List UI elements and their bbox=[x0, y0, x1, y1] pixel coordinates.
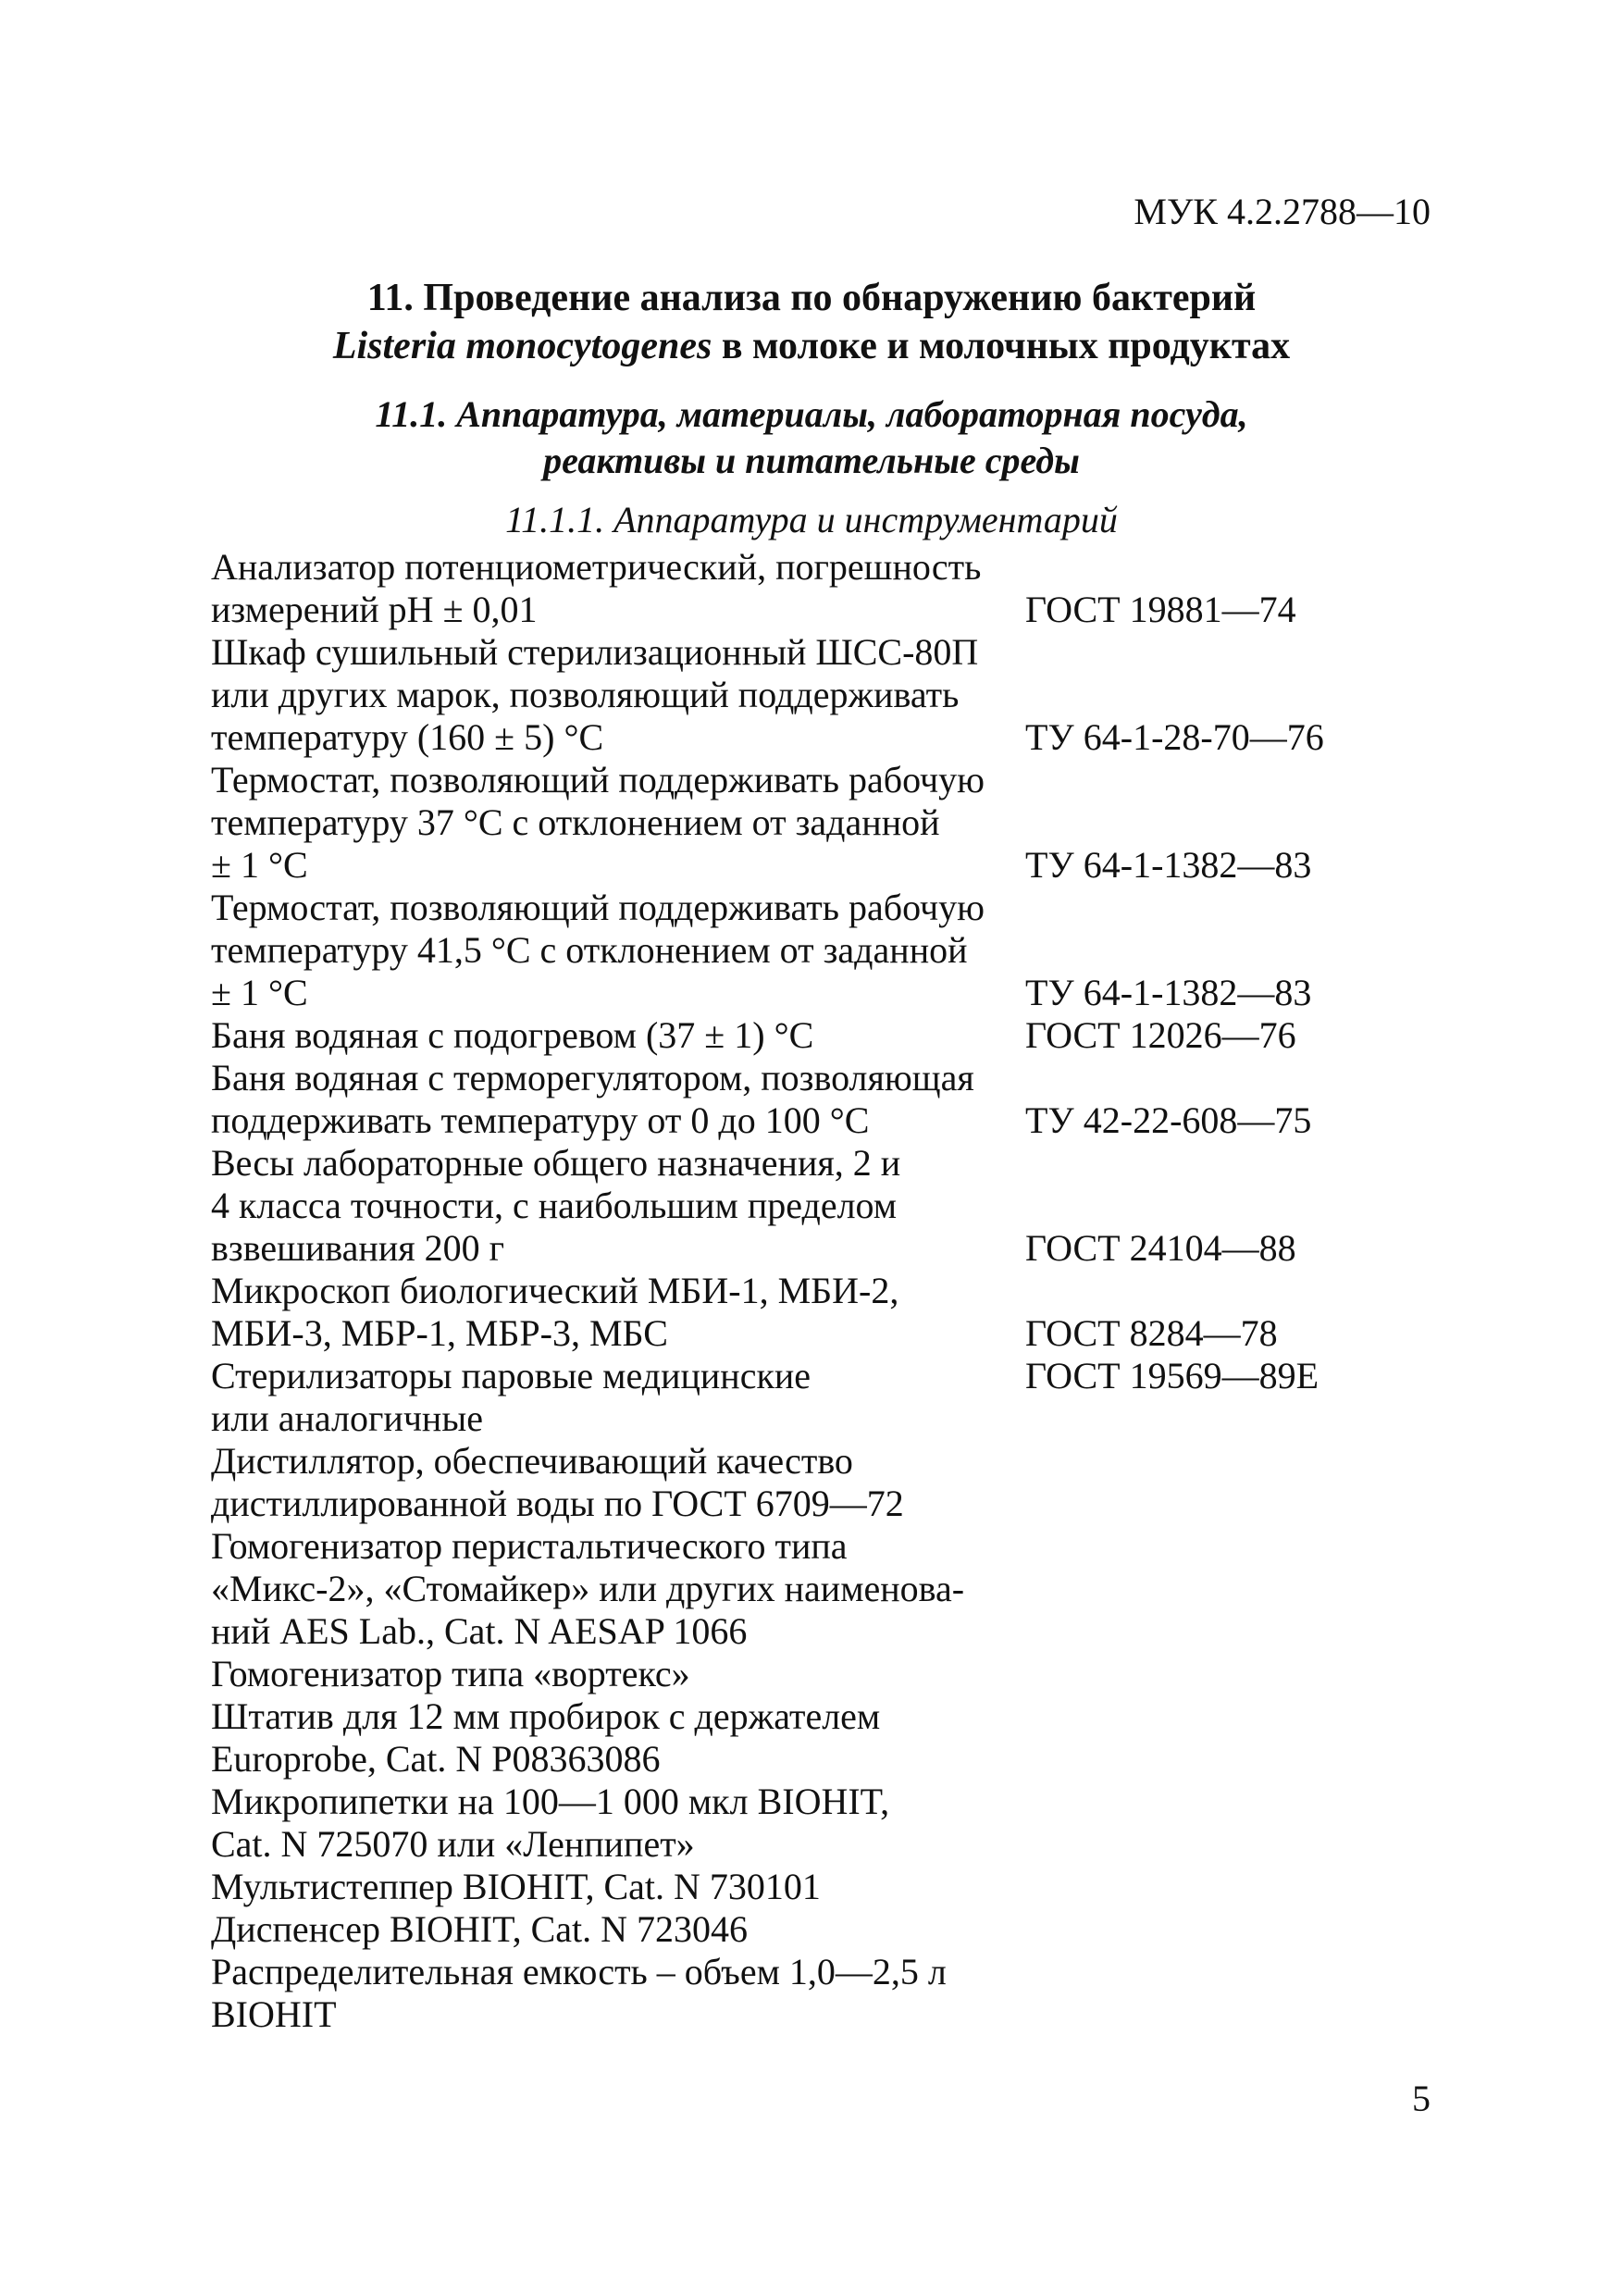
equipment-item-name bbox=[211, 546, 1025, 631]
equipment-item-line: Шкаф сушильный стерилизационный ШСС-80П bbox=[211, 631, 979, 673]
equipment-item-line: Термостат, позволяющий поддерживать рабочую bbox=[211, 887, 985, 928]
equipment-item-standard: ГОСТ 19569—89Е bbox=[1025, 1355, 1319, 1396]
equipment-item bbox=[211, 1057, 1451, 1142]
equipment-item-line: ± 1 °С bbox=[211, 972, 308, 1013]
equipment-item bbox=[211, 1695, 1451, 1781]
equipment-item-line: температуру 41,5 °С с отклонением от заданной bbox=[211, 929, 968, 971]
equipment-item-line: Cat. N 725070 или «Ленпипет» bbox=[211, 1823, 695, 1865]
equipment-item-standard: ТУ 64-1-1382—83 bbox=[1025, 972, 1312, 1013]
page-number: 5 bbox=[1412, 2078, 1431, 2119]
equipment-item-line: Микропипетки на 100—1 000 мкл BIOHIT, bbox=[211, 1781, 890, 1822]
equipment-item-standard: ТУ 42-22-608—75 bbox=[1025, 1099, 1312, 1141]
equipment-item-line: Микроскоп биологический МБИ-1, МБИ-2, bbox=[211, 1270, 899, 1311]
equipment-item-line: Гомогенизатор перистальтического типа bbox=[211, 1525, 848, 1567]
equipment-item-line: Анализатор потенциометрический, погрешность bbox=[211, 546, 982, 588]
equipment-item-line: Europrobe, Cat. N P08363086 bbox=[211, 1738, 661, 1780]
equipment-item-line: Гомогенизатор типа «вортекс» bbox=[211, 1653, 690, 1694]
equipment-item-name bbox=[211, 1908, 1025, 1951]
equipment-item-standard: ГОСТ 19881—74 bbox=[1025, 589, 1296, 630]
section-title-line-2-rest: в молоке и молочных продуктах bbox=[712, 325, 1291, 367]
equipment-item bbox=[211, 1142, 1451, 1270]
equipment-item-standard: ТУ 64-1-28-70—76 bbox=[1025, 716, 1324, 758]
equipment-item-line: взвешивания 200 г bbox=[211, 1227, 505, 1269]
equipment-item-name bbox=[211, 1057, 1025, 1142]
subsection-title-line-1: 11.1. Аппаратура, материалы, лабораторная посуда, bbox=[375, 393, 1248, 435]
equipment-item-name bbox=[211, 1142, 1025, 1270]
equipment-item-standard: ГОСТ 24104—88 bbox=[1025, 1227, 1296, 1269]
equipment-item bbox=[211, 1014, 1451, 1057]
equipment-item-standard: ТУ 64-1-1382—83 bbox=[1025, 844, 1312, 886]
equipment-item bbox=[211, 759, 1451, 887]
equipment-item-standard: ГОСТ 8284—78 bbox=[1025, 1312, 1278, 1354]
equipment-item-name bbox=[211, 631, 1025, 759]
equipment-item-line: Диспенсер BIOHIT, Cat. N 723046 bbox=[211, 1908, 748, 1950]
section-title-line-1: 11. Проведение анализа по обнаружению бактерий bbox=[366, 277, 1257, 319]
equipment-item-line: Стерилизаторы паровые медицинские bbox=[211, 1355, 812, 1396]
equipment-item bbox=[211, 631, 1451, 759]
equipment-item-line: ± 1 °С bbox=[211, 844, 308, 886]
equipment-item-line: поддерживать температуру от 0 до 100 °С bbox=[211, 1099, 870, 1141]
equipment-item-name bbox=[211, 759, 1025, 887]
equipment-item-line: BIOHIT bbox=[211, 1993, 337, 2035]
equipment-item-name bbox=[211, 887, 1025, 1014]
equipment-item-name bbox=[211, 1951, 1025, 2036]
equipment-item-line: Дистиллятор, обеспечивающий качество bbox=[211, 1440, 853, 1482]
equipment-item bbox=[211, 1440, 1451, 1525]
equipment-item-line: температуру 37 °С с отклонением от заданной bbox=[211, 801, 940, 843]
equipment-list bbox=[211, 546, 1451, 2036]
equipment-item bbox=[211, 1653, 1451, 1695]
equipment-item-name bbox=[211, 1653, 1025, 1695]
equipment-item-name bbox=[211, 1014, 1025, 1057]
equipment-item-line: Баня водяная с терморегулятором, позволяющая bbox=[211, 1057, 974, 1098]
equipment-item-line: МБИ-3, МБР-1, МБР-3, МБС bbox=[211, 1312, 668, 1354]
equipment-item-name bbox=[211, 1355, 1025, 1440]
equipment-item bbox=[211, 1866, 1451, 1908]
equipment-item bbox=[211, 1781, 1451, 1866]
equipment-item bbox=[211, 887, 1451, 1014]
equipment-item-line: Весы лабораторные общего назначения, 2 и bbox=[211, 1142, 901, 1184]
section-title bbox=[0, 274, 1623, 370]
equipment-item-line: Мультистеппер BIOHIT, Cat. N 730101 bbox=[211, 1866, 821, 1907]
section-title-line-2 bbox=[0, 322, 1623, 370]
subsubsection-title: 11.1.1. Аппаратура и инструментарий bbox=[505, 499, 1118, 540]
equipment-item-line: температуру (160 ± 5) °С bbox=[211, 716, 604, 758]
equipment-item-line: 4 класса точности, с наибольшим пределом bbox=[211, 1185, 898, 1226]
equipment-item-name bbox=[211, 1781, 1025, 1866]
equipment-item-name bbox=[211, 1866, 1025, 1908]
equipment-item-name bbox=[211, 1695, 1025, 1781]
subsection-title bbox=[0, 391, 1623, 484]
equipment-item-line: «Микс-2», «Стомайкер» или других наименова- bbox=[211, 1568, 965, 1609]
equipment-item bbox=[211, 1270, 1451, 1355]
equipment-item-name bbox=[211, 1525, 1025, 1653]
equipment-item-line: Термостат, позволяющий поддерживать рабочую bbox=[211, 759, 985, 800]
equipment-item-line: Баня водяная с подогревом (37 ± 1) °С bbox=[211, 1014, 814, 1056]
equipment-item-line: Распределительная емкость – объем 1,0—2,5 л bbox=[211, 1951, 947, 1992]
equipment-item-line: ний AES Lab., Cat. N AESAP 1066 bbox=[211, 1610, 748, 1652]
equipment-item bbox=[211, 1908, 1451, 1951]
equipment-item bbox=[211, 1525, 1451, 1653]
equipment-item-name bbox=[211, 1440, 1025, 1525]
subsection-title-line-2: реактивы и питательные среды bbox=[543, 440, 1080, 481]
section-title-organism: Listeria monocytogenes bbox=[332, 325, 712, 367]
document-code: МУК 4.2.2788—10 bbox=[1134, 191, 1431, 232]
equipment-item-line: Штатив для 12 мм пробирок с держателем bbox=[211, 1695, 881, 1737]
equipment-item bbox=[211, 1355, 1451, 1440]
equipment-item bbox=[211, 1951, 1451, 2036]
equipment-item-name bbox=[211, 1270, 1025, 1355]
equipment-item-line: или аналогичные bbox=[211, 1397, 483, 1439]
equipment-item-line: дистиллированной воды по ГОСТ 6709—72 bbox=[211, 1483, 904, 1524]
equipment-item-standard: ГОСТ 12026—76 bbox=[1025, 1014, 1296, 1056]
equipment-item bbox=[211, 546, 1451, 631]
equipment-item-line: измерений pH ± 0,01 bbox=[211, 589, 538, 630]
equipment-item-line: или других марок, позволяющий поддерживать bbox=[211, 674, 960, 715]
